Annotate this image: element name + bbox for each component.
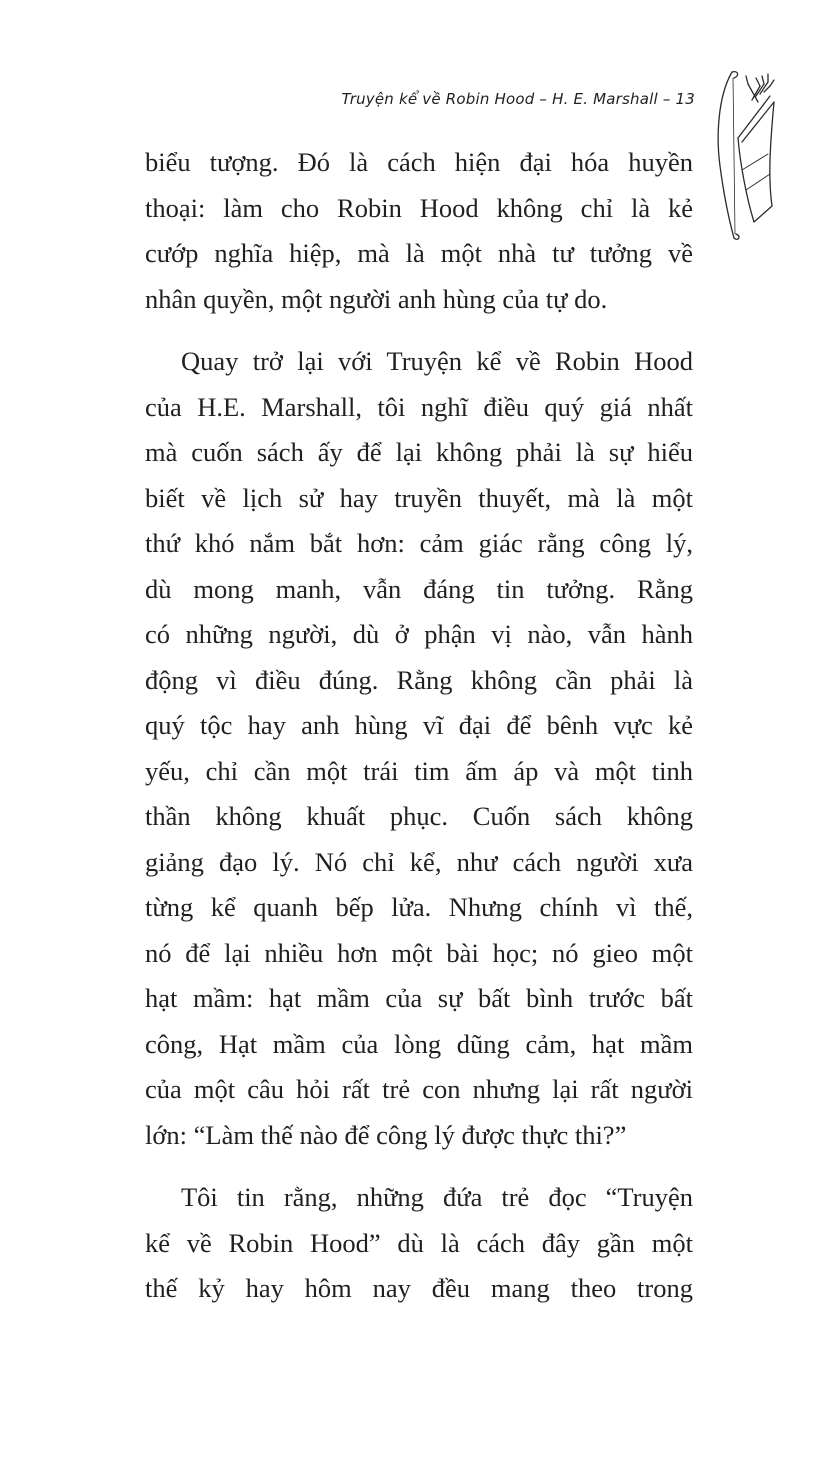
text-line: mà cuốn sách ấy để lại không phải là sự hiểu bbox=[145, 437, 693, 467]
text-line: Tôi tin rằng, những đứa trẻ đọc “Truyện bbox=[181, 1182, 693, 1212]
body-text bbox=[145, 140, 693, 1329]
running-header: Truyện kể về Robin Hood – H. E. Marshall – 13 bbox=[341, 90, 695, 108]
text-line: yếu, chỉ cần một trái tim ấm áp và một tinh bbox=[145, 755, 693, 786]
paragraph bbox=[145, 1175, 693, 1312]
text-line: thứ khó nắm bắt hơn: cảm giác rằng công lý, bbox=[145, 528, 693, 558]
paragraph bbox=[145, 339, 693, 1158]
text-line: thần không khuất phục. Cuốn sách không bbox=[145, 801, 693, 831]
text-line: Quay trở lại với Truyện kể về Robin Hood bbox=[181, 346, 693, 376]
text-line: công, Hạt mầm của lòng dũng cảm, hạt mầm bbox=[145, 1028, 693, 1059]
text-line: dù mong manh, vẫn đáng tin tưởng. Rằng bbox=[145, 573, 693, 604]
text-line: cướp nghĩa hiệp, mà là một nhà tư tưởng về bbox=[145, 238, 693, 268]
bow-and-quiver-icon bbox=[712, 66, 784, 244]
text-line: thế kỷ hay hôm nay đều mang theo trong bbox=[145, 1273, 693, 1303]
text-line: quý tộc hay anh hùng vĩ đại để bênh vực kẻ bbox=[145, 710, 693, 740]
text-line: hạt mầm: hạt mầm của sự bất bình trước bất bbox=[145, 983, 693, 1013]
text-line: của một câu hỏi rất trẻ con nhưng lại rất người bbox=[145, 1074, 693, 1104]
text-line: giảng đạo lý. Nó chỉ kể, như cách người xưa bbox=[145, 846, 693, 877]
text-line: thoại: làm cho Robin Hood không chỉ là kẻ bbox=[145, 192, 693, 223]
text-line: có những người, dù ở phận vị nào, vẫn hành bbox=[145, 619, 693, 649]
text-line: kể về Robin Hood” dù là cách đây gần một bbox=[145, 1227, 693, 1258]
paragraph bbox=[145, 140, 693, 322]
text-line: biết về lịch sử hay truyền thuyết, mà là một bbox=[145, 482, 693, 513]
text-line: nó để lại nhiều hơn một bài học; nó gieo một bbox=[145, 937, 693, 968]
text-line: nhân quyền, một người anh hùng của tự do. bbox=[145, 283, 608, 314]
text-line: biểu tượng. Đó là cách hiện đại hóa huyền bbox=[145, 147, 693, 177]
text-line: của H.E. Marshall, tôi nghĩ điều quý giá nhất bbox=[145, 391, 693, 422]
text-line: từng kể quanh bếp lửa. Nhưng chính vì thế, bbox=[145, 892, 693, 922]
text-line: lớn: “Làm thế nào để công lý được thực thi?” bbox=[145, 1119, 627, 1150]
text-line: động vì điều đúng. Rằng không cần phải là bbox=[145, 664, 693, 695]
